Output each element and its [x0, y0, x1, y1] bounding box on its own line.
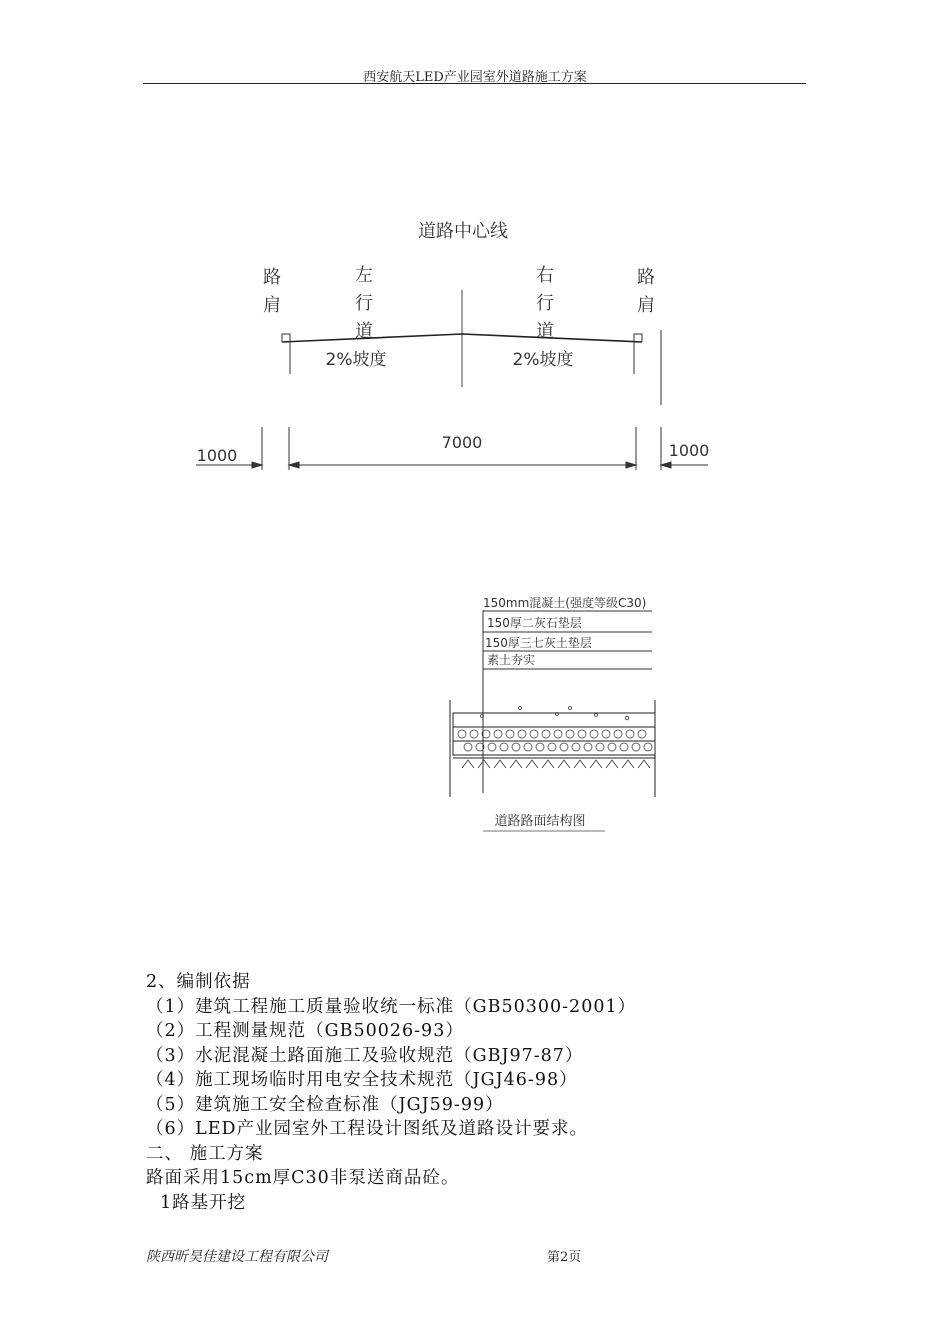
basis-item-3: （3）水泥混凝土路面施工及验收规范（GBJ97-87） — [146, 1045, 584, 1066]
layer-label-1: 150mm混凝土(强度等级C30) — [483, 596, 647, 610]
right-shoulder-char-2: 肩 — [637, 295, 655, 316]
left-lane-char-2: 行 — [355, 293, 373, 314]
soil-hatch — [462, 760, 650, 768]
slope-right-label: 2%坡度 — [512, 350, 574, 370]
left-lane-char-3: 道 — [355, 321, 373, 342]
dim-center-label: 7000 — [441, 433, 483, 452]
subsection-heading: 1路基开挖 — [160, 1192, 247, 1213]
section-basis-heading: 2、编制依据 — [146, 972, 251, 992]
plan-text: 路面采用15cm厚C30非泵送商品砼。 — [146, 1168, 460, 1188]
right-curb — [634, 334, 642, 374]
basis-item-1: （1）建筑工程施工质量验收统一标准（GB50300-2001） — [146, 996, 637, 1017]
right-lane-char-3: 道 — [536, 321, 554, 342]
pavement-structure — [450, 595, 655, 831]
section-plan-heading: 二、 施工方案 — [146, 1143, 264, 1164]
layer-label-4: 素土夯实 — [487, 653, 536, 667]
layer-label-3: 150厚三七灰土垫层 — [485, 636, 592, 650]
basis-item-2: （2）工程测量规范（GB50026-93） — [146, 1021, 464, 1041]
road-cross-section — [196, 221, 709, 470]
page-header-title: 西安航天LED产业园室外道路施工方案 — [363, 70, 587, 85]
footer-page-number: 第2页 — [547, 1250, 582, 1265]
layer-label-2: 150厚二灰石垫层 — [487, 616, 582, 630]
basis-item-4: （4）施工现场临时用电安全技术规范（JGJ46-98） — [146, 1070, 578, 1090]
right-lane-char-1: 右 — [536, 265, 554, 286]
dim-right-label: 1000 — [668, 441, 710, 460]
right-shoulder-char-1: 路 — [637, 267, 655, 288]
slope-left-label: 2%坡度 — [325, 350, 387, 370]
left-lane-char-1: 左 — [355, 265, 373, 286]
dim-left-label: 1000 — [196, 446, 238, 465]
basis-item-5: （5）建筑施工安全检查标准（JGJ59-99） — [146, 1094, 504, 1115]
basis-item-6: （6）LED产业园室外工程设计图纸及道路设计要求。 — [146, 1119, 589, 1139]
left-curb — [282, 334, 290, 374]
pavement-section-block — [450, 700, 655, 797]
footer-company: 陕西昕昊佳建设工程有限公司 — [146, 1249, 328, 1265]
left-shoulder-char-1: 路 — [263, 267, 281, 288]
pavement-caption: 道路路面结构图 — [494, 814, 586, 829]
centerline-label: 道路中心线 — [418, 221, 508, 242]
left-shoulder-char-2: 肩 — [263, 295, 281, 316]
body-text — [146, 970, 826, 1215]
right-lane-char-2: 行 — [536, 293, 554, 314]
